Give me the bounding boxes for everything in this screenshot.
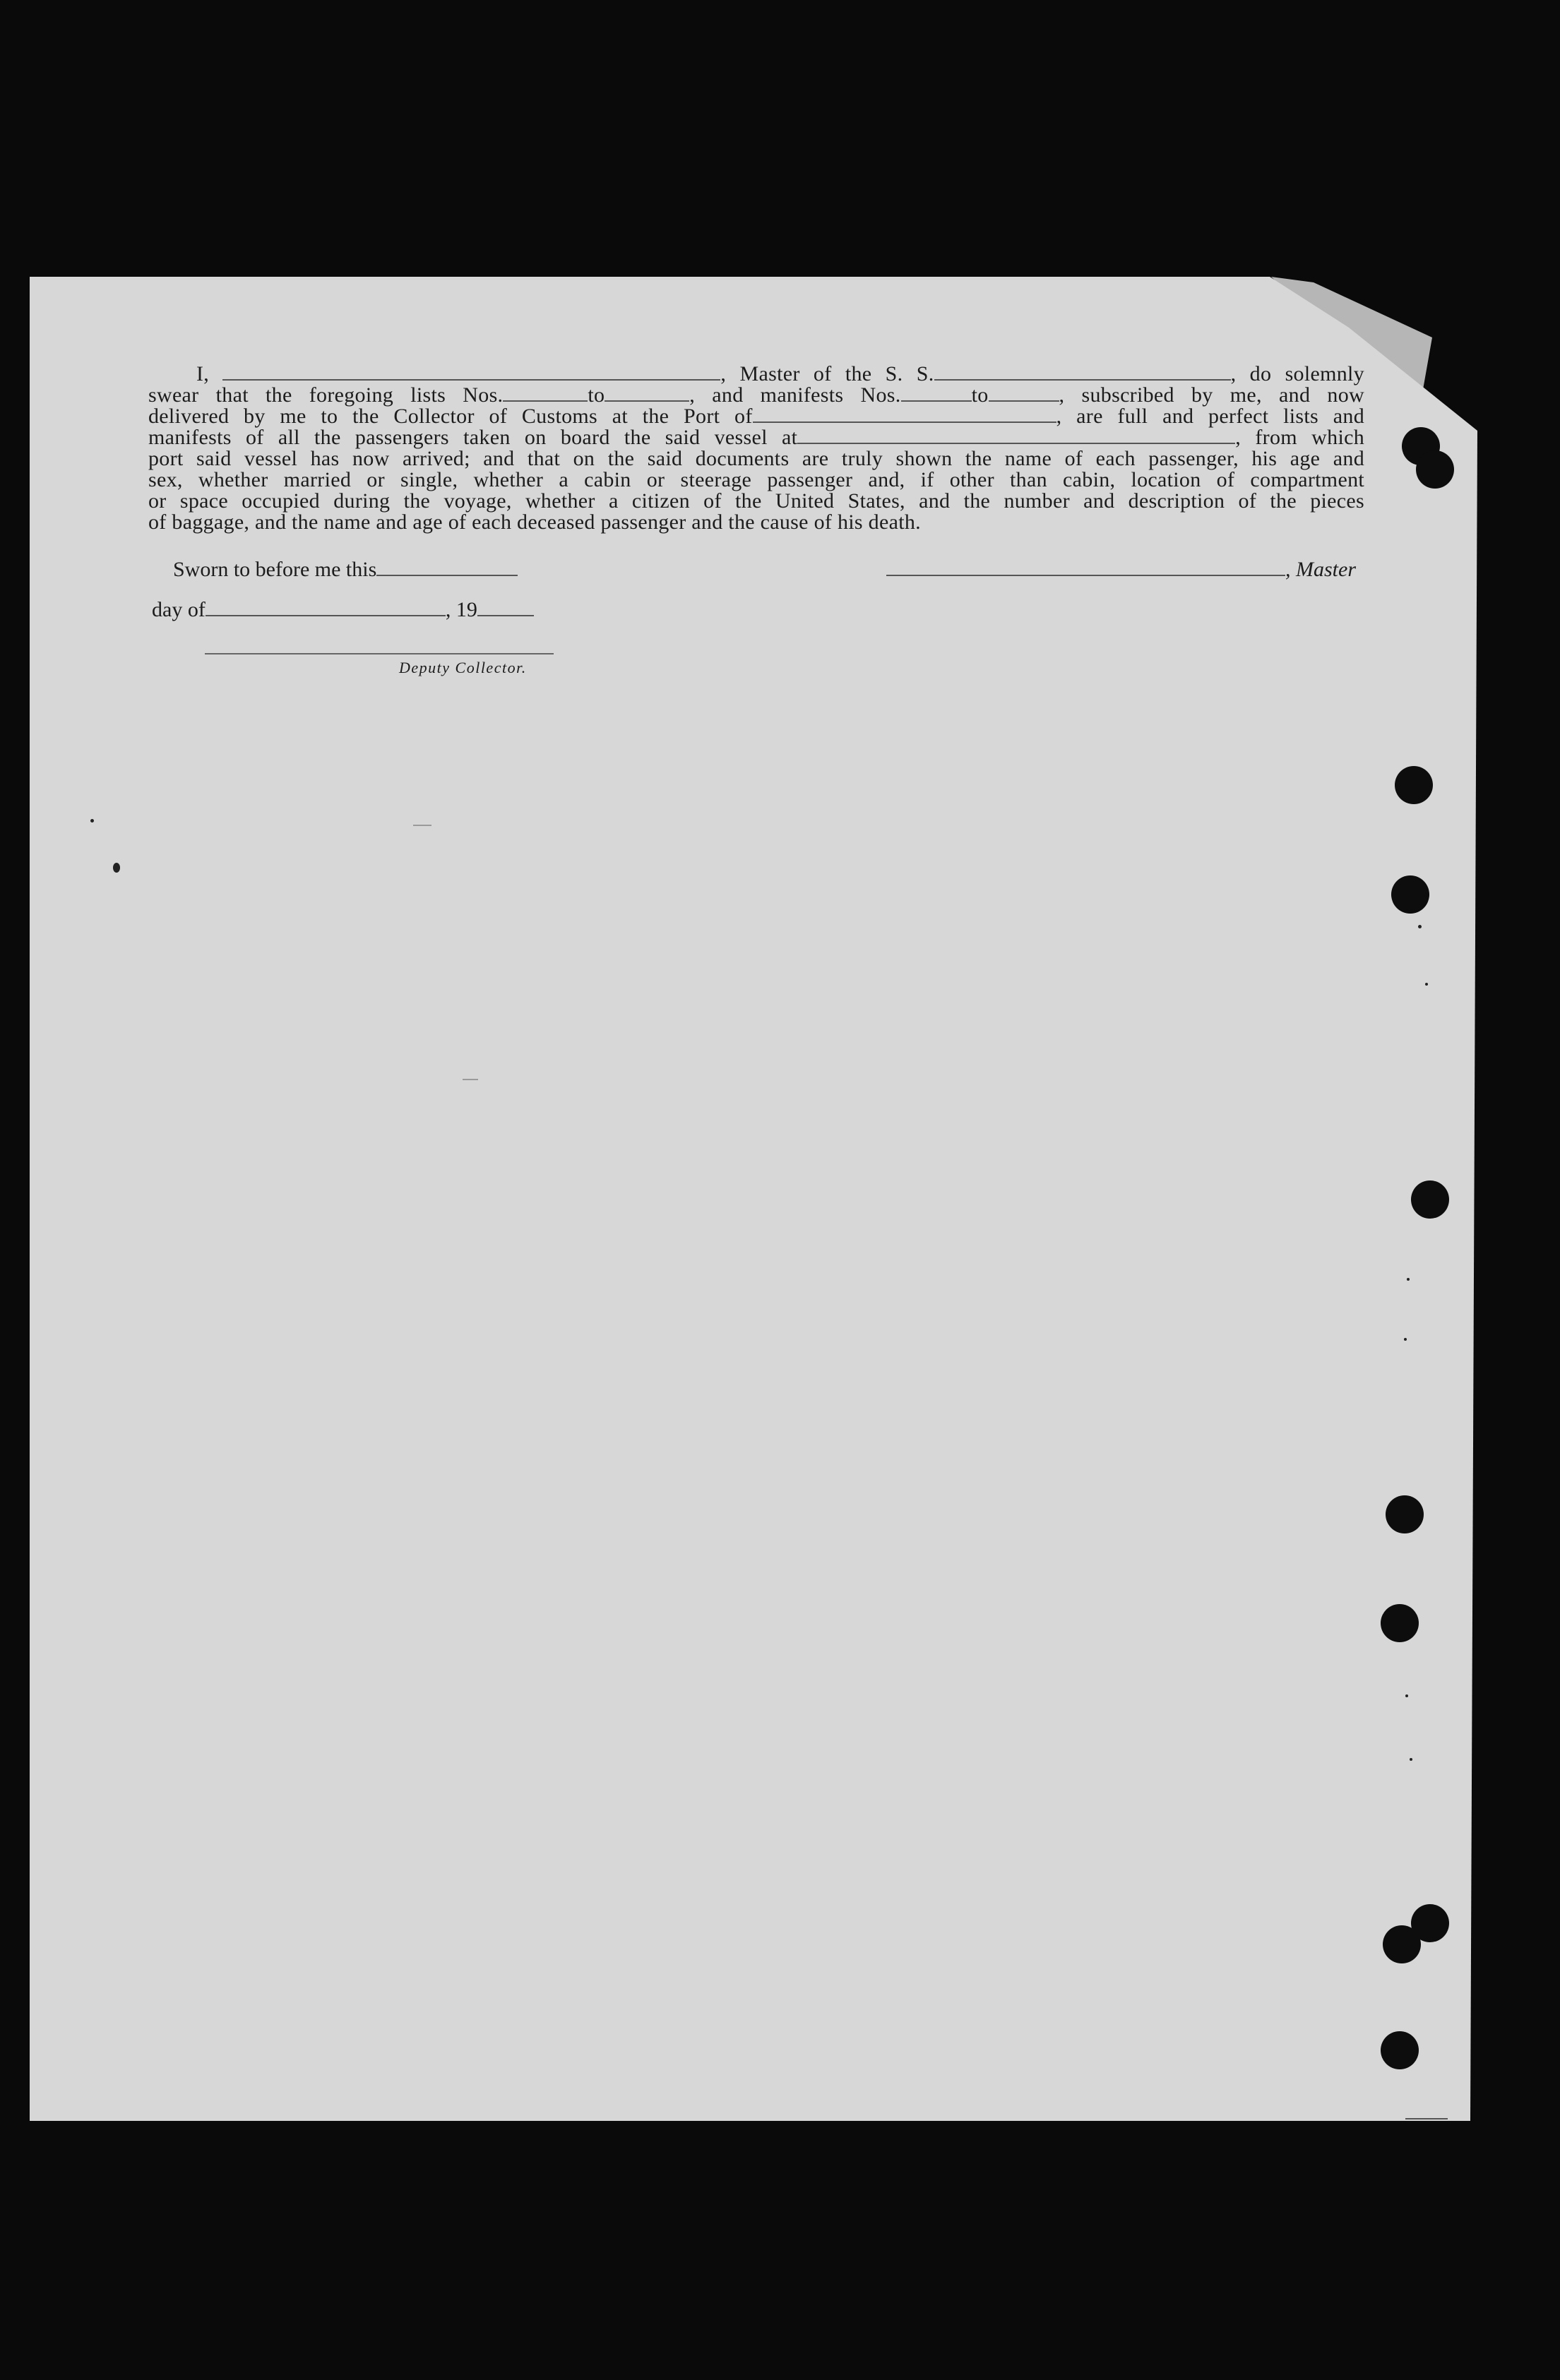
ink-speck (1405, 1694, 1408, 1697)
master-name-blank (222, 365, 720, 381)
punch-hole (1381, 1604, 1419, 1642)
punch-hole (1386, 1495, 1424, 1533)
punch-hole (1416, 450, 1454, 489)
master-signature-blank (886, 561, 1285, 576)
list-from-blank (503, 386, 588, 402)
master-of-ss-label: , Master of the S. S. (720, 362, 934, 385)
ink-speck (113, 863, 120, 873)
manifests-label: manifests of all the passengers taken on board the said vessel at (148, 426, 798, 449)
ink-speck (1418, 925, 1422, 928)
deputy-collector-label: Deputy Collector. (399, 659, 527, 676)
ship-name-blank (934, 365, 1231, 381)
swear-label: swear that the foregoing lists Nos. (148, 383, 504, 407)
oath-line-7: or space occupied during the voyage, whether a citizen of the United States, and the number and description of the pieces (148, 489, 1364, 513)
punch-hole (1383, 1925, 1421, 1963)
sworn-day-blank (376, 561, 518, 576)
ink-speck (1404, 1338, 1407, 1341)
date-line (152, 598, 534, 622)
to-label-2: to (971, 383, 989, 407)
manifest-from-blank (901, 386, 972, 402)
oath-i: I, (196, 362, 210, 385)
are-full-label: , are full and perfect lists and (1056, 405, 1364, 428)
scan-mark (1405, 2118, 1448, 2119)
master-signature-line (886, 558, 1356, 582)
punch-hole (1411, 1180, 1449, 1219)
oath-line-2 (148, 385, 1364, 406)
year-label: , 19 (445, 598, 477, 621)
oath-line-1 (148, 364, 1364, 385)
master-label: , Master (1285, 558, 1356, 581)
port-blank (753, 407, 1056, 423)
oath-line-3 (148, 406, 1364, 427)
scan-mark (463, 1079, 478, 1080)
ink-speck (1407, 1278, 1410, 1281)
oath-line-5: port said vessel has now arrived; and that on the said documents are truly shown the name of each passenger, his age and (148, 447, 1364, 470)
ink-speck (1425, 983, 1428, 986)
delivered-label: delivered by me to the Collector of Customs at the Port of (148, 405, 753, 428)
punch-hole (1391, 875, 1429, 914)
oath-line-6: sex, whether married or single, whether a cabin or steerage passenger and, if other than cabin, location of compartment (148, 468, 1364, 491)
year-blank (477, 601, 534, 616)
ink-speck (1410, 1758, 1412, 1761)
from-which-label: , from which (1235, 426, 1364, 449)
oath-paragraph (148, 364, 1364, 533)
scan-mark (413, 825, 431, 826)
to-label-1: to (588, 383, 605, 407)
subscribed-label: , subscribed by me, and now (1059, 383, 1364, 407)
punch-hole (1381, 2031, 1419, 2069)
ink-speck (90, 819, 94, 823)
sworn-line (173, 558, 518, 582)
oath-line-4 (148, 427, 1364, 448)
and-manifests-label: , and manifests Nos. (689, 383, 901, 407)
deputy-signature-line (205, 653, 554, 654)
punch-hole (1395, 766, 1433, 804)
list-to-blank (605, 386, 689, 402)
day-of-label: day of (152, 598, 206, 621)
do-solemnly-label: , do solemnly (1230, 362, 1364, 385)
manifest-to-blank (989, 386, 1059, 402)
month-blank (206, 601, 446, 616)
document-page (30, 277, 1477, 2121)
sworn-label: Sworn to before me this (173, 558, 377, 581)
oath-line-8: of baggage, and the name and age of each deceased passenger and the cause of his death. (148, 510, 921, 534)
departure-port-blank (797, 429, 1235, 444)
